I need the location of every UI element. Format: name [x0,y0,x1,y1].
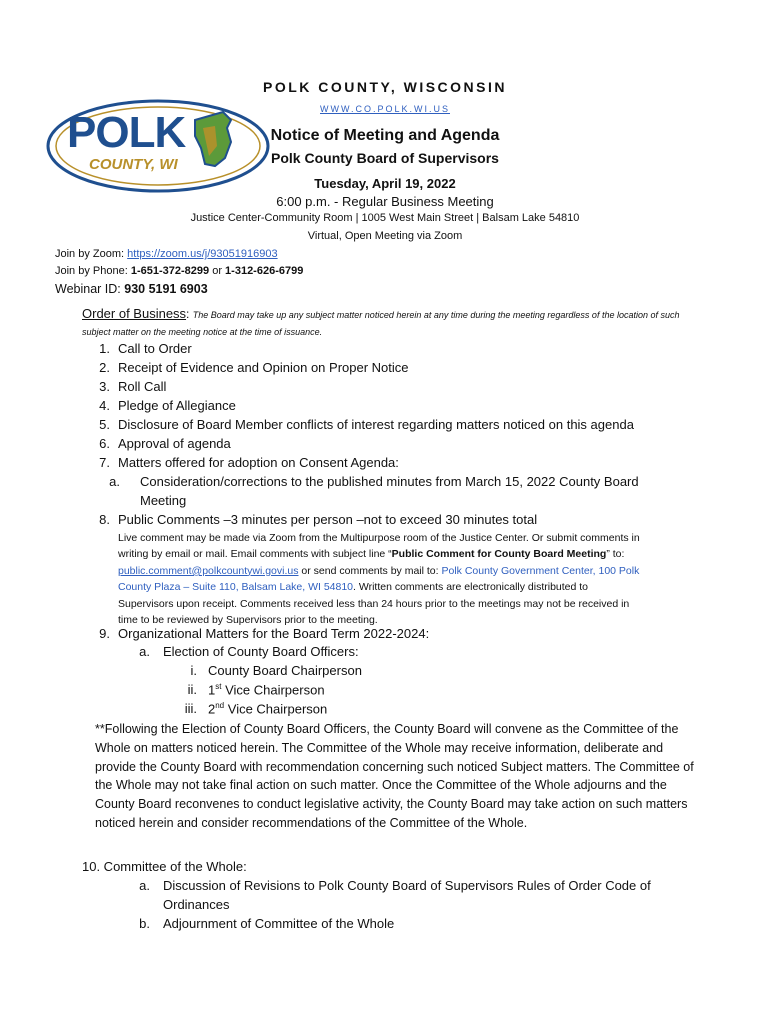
webinar-id [55,282,208,296]
public-comment-address: County Plaza – Suite 110, Balsam Lake, WI 54810 [118,581,354,594]
public-comment-subject: Public Comment for County Board Meeting [391,548,607,561]
public-comment-line [118,579,708,595]
subitem-text-line2: Ordinances [163,897,230,912]
phone-number-2: 1-312-626-6799 [225,265,304,277]
agenda-item-number: 1. [99,341,110,356]
public-comment-line: Live comment may be made via Zoom from the Multipurpose room of the Justice Center. Or submit comments in [118,532,640,544]
officer-ordinal-suffix: nd [215,701,225,710]
public-comment-line: Supervisors upon receipt. Comments received less than 24 hours prior to the meetings may not be received in [118,597,630,610]
agenda-item-text: Organizational Matters for the Board Term 2022-2024: [118,626,430,641]
logo-text-main: POLK [67,108,186,157]
agenda-item-number: 9. [99,626,110,641]
order-of-business-label: Order of Business [82,306,187,321]
agenda-item-number: 5. [99,417,110,432]
agenda-item-text: Approval of agenda [118,436,231,451]
agenda-item-text: Receipt of Evidence and Opinion on Proper Notice [118,360,409,375]
website-link[interactable]: WWW.CO.POLK.WI.US [320,104,450,114]
page-subtitle: Polk County Board of Supervisors [271,150,499,166]
meeting-virtual: Virtual, Open Meeting via Zoom [307,230,463,242]
public-comment-text: or send comments by mail to: [298,564,442,577]
agenda-item-number: 6. [99,436,110,451]
subitem-letter: a. [139,878,150,893]
agenda-item-number: 4. [99,398,110,413]
public-comment-text: . Written comments are electronically distributed to [353,581,589,594]
county-name: POLK COUNTY, WISCONSIN [262,79,507,95]
officer-title: Vice Chairperson [221,682,325,698]
join-phone [55,265,303,277]
phone-number-1: 1-651-372-8299 [130,265,210,277]
agenda-item-text: Call to Order [118,341,192,356]
subitem-text-line1: Discussion of Revisions to Polk County Board of Supervisors Rules of Order Code of [163,878,651,893]
public-comment-instructions [118,530,708,628]
agenda-item [82,417,722,437]
meeting-date: Tuesday, April 19, 2022 [314,176,456,191]
meeting-time: 6:00 p.m. - Regular Business Meeting [276,194,494,209]
public-comment-email-link[interactable]: public.comment@polkcountywi.govi.us [118,564,299,577]
officer-numeral: i. [190,663,197,678]
public-comment-address: Polk County Government Center, 100 Polk [441,564,640,577]
agenda-item [82,360,722,380]
subitem-letter: a. [139,644,150,659]
officer-ordinal: 2 [208,701,216,717]
officer-text [208,701,327,716]
committee-of-whole-note: **Following the Election of County Board Officers, the County Board will convene as the Committee of the Whole on matters noticed herein. The Committee of the Whole may receive information, deliberate and provide the County Board with recommendation concerning such noticed Subject matters. The Committee of the Whole may not take final action on such matter. Once the Committee of the Whole adjourns and the County Board reconvenes to conduct legislative activity, the County Board may take action on such matters noticed herein and consider recommendations of the Committee of the Whole. [95,722,694,830]
agenda-item-text: Pledge of Allegiance [118,398,236,413]
agenda-item [82,512,722,532]
officer-ordinal: 1 [208,682,216,698]
officer-item [160,701,560,721]
subitem-letter: b. [139,916,150,931]
officer-text [208,682,325,697]
public-comment-line [118,563,708,579]
agenda-item-number: 3. [99,379,110,394]
webinar-label: Webinar ID: [55,282,125,296]
officer-item [160,682,560,702]
subitem-text: Adjournment of Committee of the Whole [163,916,395,931]
agenda-item-number: 2. [99,360,110,375]
agenda-item [82,379,722,399]
agenda-item [82,341,722,361]
zoom-link[interactable]: https://zoom.us/j/93051916903 [127,248,278,260]
subitem-letter: a. [109,474,120,489]
officer-numeral: iii. [184,701,197,716]
logo-text-sub: COUNTY, WI [89,156,178,173]
subitem-text-line1: Consideration/corrections to the published minutes from March 15, 2022 County Board [140,474,639,489]
order-of-business [82,306,702,340]
subitem-text: Election of County Board Officers: [163,644,359,659]
agenda-item-number: 7. [99,455,110,470]
join-phone-label: Join by Phone: [55,265,131,277]
agenda-item [82,398,722,418]
agenda-item-text: Matters offered for adoption on Consent Agenda: [118,455,399,470]
agenda-item [82,455,722,475]
agenda-subitem-9a [125,644,625,664]
join-zoom-label: Join by Zoom: [55,248,128,260]
meeting-location: Justice Center-Community Room | 1005 West Main Street | Balsam Lake 54810 [190,212,580,224]
agenda-item-text: Roll Call [118,379,167,394]
agenda-item-number: 8. [99,512,110,527]
order-of-business-note: The Board may take up any subject matter noticed herein at any time during the meeting regardless of the location of such subject matter on the meeting notice at the time of issuance. [82,310,680,337]
webinar-id-value: 930 5191 6903 [124,282,208,296]
officer-item [160,663,560,683]
officer-text: County Board Chairperson [208,663,362,678]
phone-or: or [209,265,226,277]
public-comment-line: time to be reviewed by Supervisors prior to the meeting. [118,614,378,627]
agenda-item-text: Public Comments –3 minutes per person –not to exceed 30 minutes total [118,512,538,527]
agenda-subitem-10b [125,916,705,936]
subitem-text-line2: Meeting [140,493,187,508]
agenda-item-text: Disclosure of Board Member conflicts of interest regarding matters noticed on this agenda [118,417,634,432]
agenda-item [82,626,722,646]
public-comment-text: writing by email or mail. Email comments with subject line “ [118,548,392,561]
public-comment-line [118,546,708,562]
agenda-item [82,436,722,456]
agenda-item-10: 10. Committee of the Whole: [82,859,247,874]
order-of-business-colon: : [186,307,193,321]
officer-ordinal-suffix: st [215,682,222,691]
officer-title: Vice Chairperson [224,701,328,717]
public-comment-text: ” to: [606,548,625,561]
join-zoom [55,248,278,260]
officer-numeral: ii. [187,682,197,697]
page-title: Notice of Meeting and Agenda [270,127,500,144]
